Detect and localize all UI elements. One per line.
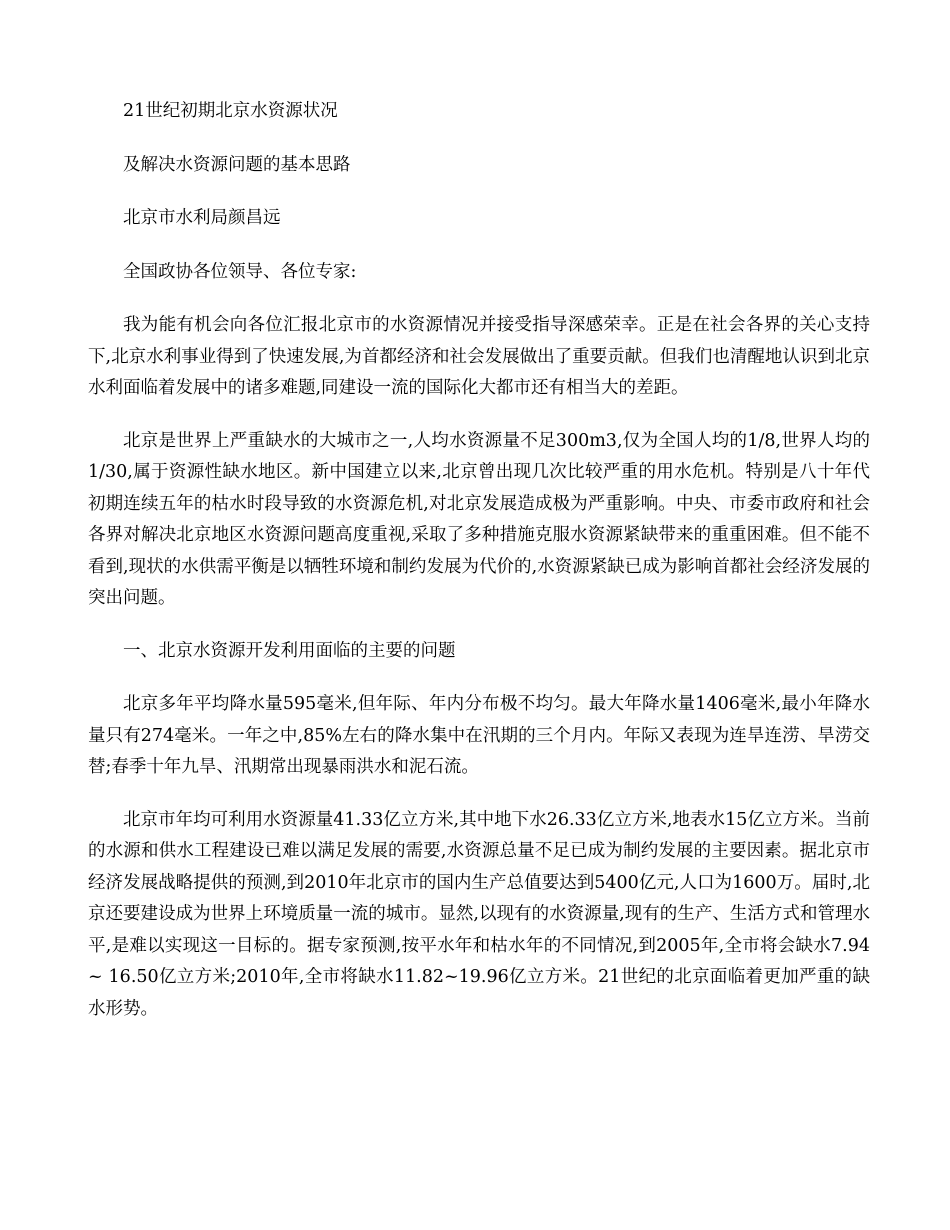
paragraph-water-shortage: 北京是世界上严重缺水的大城市之一,人均水资源量不足300m3,仅为全国人均的1/8,世界人均的1/30,属于资源性缺水地区。新中国建立以来,北京曾出现几次比较严重的用水危机。特别是八十年代初期连续五年的枯水时段导致的水资源危机,对北京发展造成极为严重影响。中央、市委市政府和社会各界对解决北京地区水资源问题高度重视,采取了多种措施克服水资源紧缺带来的重重困难。但不能不看到,现状的水供需平衡是以牺牲环境和制约发展为代价的,水资源紧缺已成为影响首都社会经济发展的突出问题。	[88, 430, 870, 608]
section-heading-1: 一、北京水资源开发利用面临的主要的问题	[123, 640, 456, 661]
paragraph-precipitation: 北京多年平均降水量595毫米,但年际、年内分布极不均匀。最大年降水量1406毫米,最小年降水量只有274毫米。一年之中,85%左右的降水集中在汛期的三个月内。年际又表现为连旱连涝、旱涝交替;春季十年九旱、汛期常出现暴雨洪水和泥石流。	[88, 694, 870, 777]
document-page	[88, 96, 870, 1046]
author-line: 北京市水利局颜昌远	[123, 208, 281, 228]
paragraph-intro: 我为能有机会向各位汇报北京市的水资源情况并接受指导深感荣幸。正是在社会各界的关心支持下,北京水利事业得到了快速发展,为首都经济和社会发展做出了重要贡献。但我们也清醒地认识到北京水利面临着发展中的诸多难题,同建设一流的国际化大都市还有相当大的差距。	[88, 315, 870, 398]
document-title-line-2: 及解决水资源问题的基本思路	[123, 154, 351, 175]
document-title-line-1: 21世纪初期北京水资源状况	[123, 101, 338, 121]
paragraph-water-resources-forecast: 北京市年均可利用水资源量41.33亿立方米,其中地下水26.33亿立方米,地表水15亿立方米。当前的水源和供水工程建设已难以满足发展的需要,水资源总量不足已成为制约发展的主要因素。据北京市经济发展战略提供的预测,到2010年北京市的国内生产总值要达到5400亿元,人口为1600万。届时,北京还要建设成为世界上环境质量一流的城市。显然,以现有的水资源量,现有的生产、生活方式和管理水平,是难以实现这一目标的。据专家预测,按平水年和枯水年的不同情况,到2005年,全市将会缺水7.94~ 16.50亿立方米;2010年,全市将缺水11.82~19.96亿立方米。21世纪的北京面临着更加严重的缺水形势。	[88, 809, 870, 1019]
salutation: 全国政协各位领导、各位专家:	[123, 261, 357, 282]
